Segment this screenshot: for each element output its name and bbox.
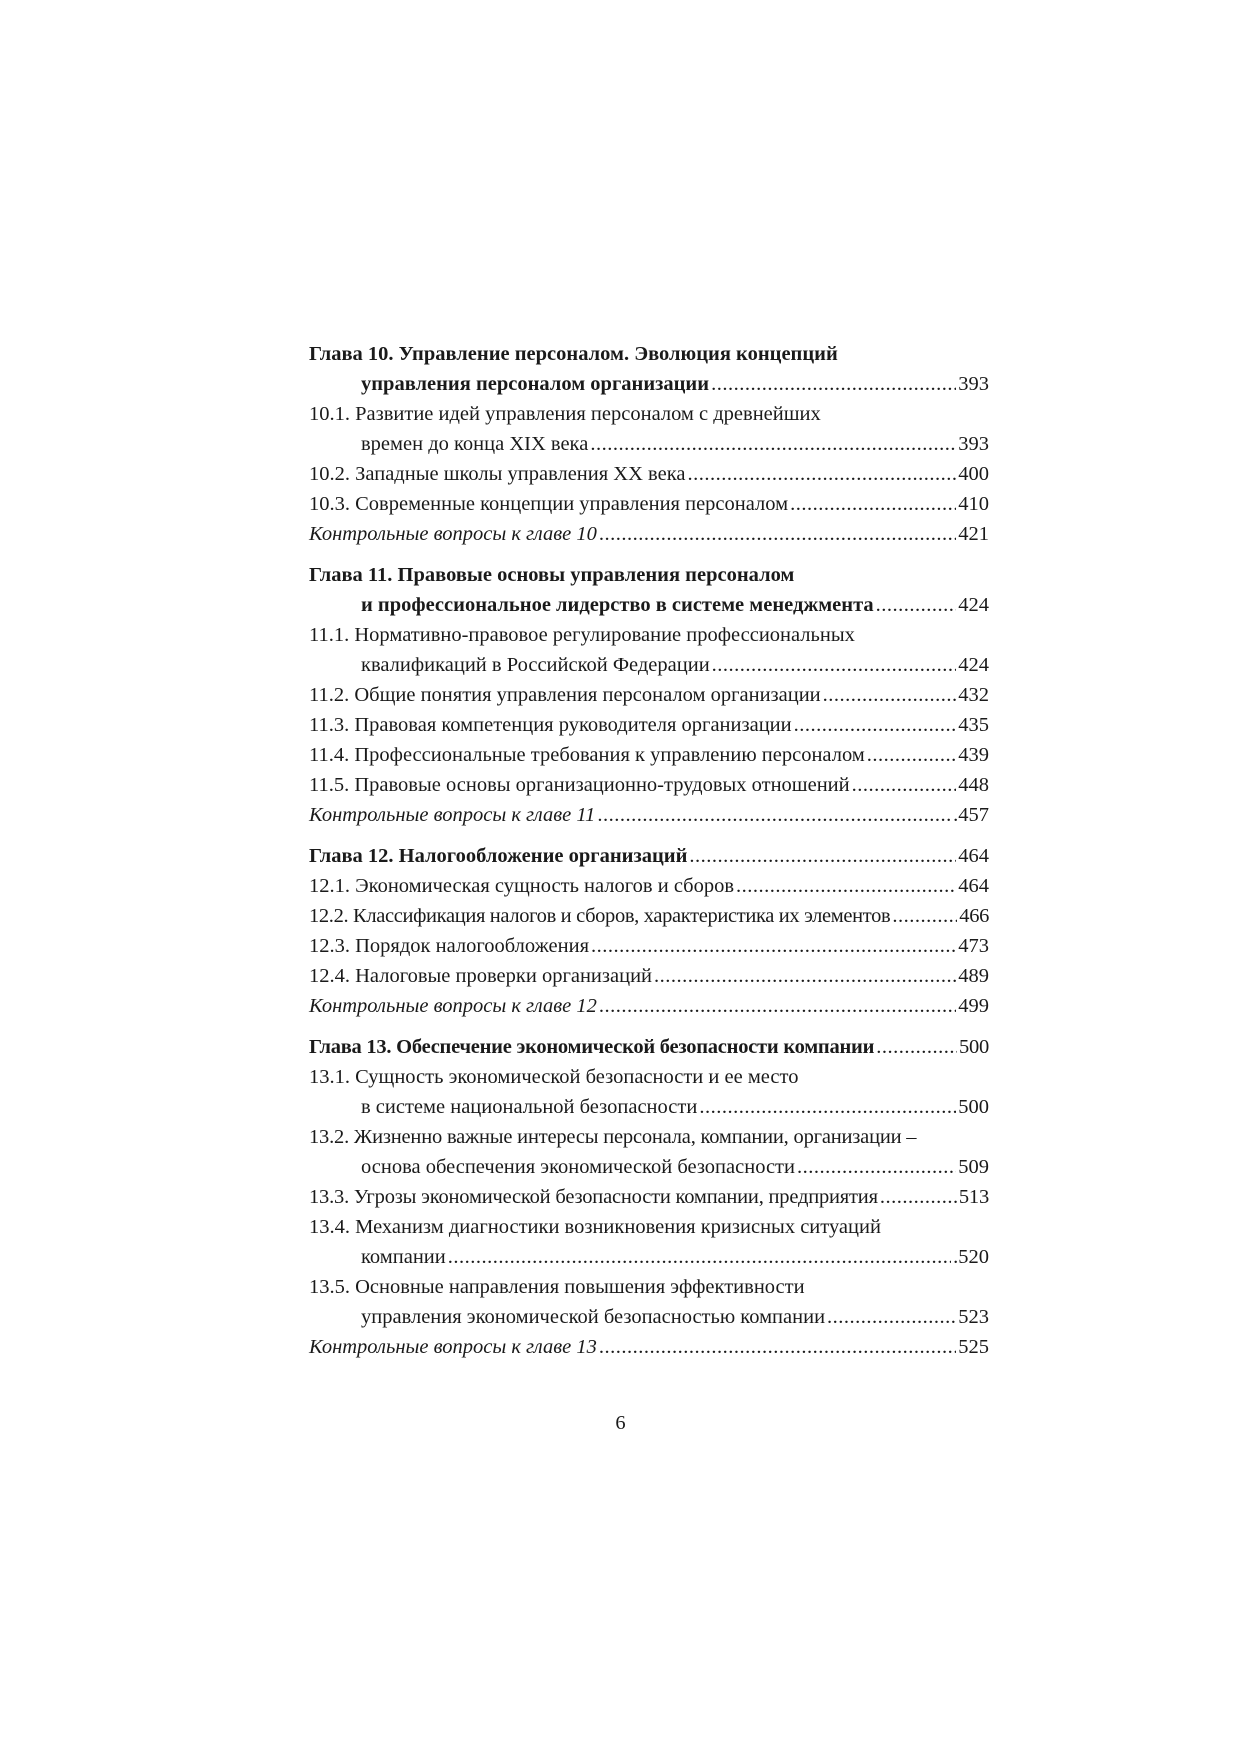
dot-leader	[892, 901, 957, 931]
section-12-3: 12.3. Порядок налогообложения ..... 473	[309, 931, 989, 961]
section-13-4-cont: компании ..... .520	[309, 1242, 989, 1272]
dot-leader	[876, 590, 957, 620]
section-13-2-cont: основа обеспечения экономической безопасности ..... 509	[309, 1152, 989, 1182]
questions-ch11: Контрольные вопросы к главе 11 ..... .457	[309, 800, 989, 830]
section-11-5: 11.5. Правовые основы организационно-трудовых отношений ..... 448	[309, 770, 989, 800]
page-ref: 489	[958, 965, 989, 987]
dot-leader	[711, 369, 956, 399]
dot-leader	[797, 1152, 956, 1182]
page-ref: 393	[958, 373, 989, 395]
dot-leader	[590, 429, 956, 459]
section-10-1: 10.1. Развитие идей управления персоналом с древнейших	[309, 403, 821, 425]
page-ref: .520	[953, 1246, 989, 1268]
section-10-2: 10.2. Западные школы управления XX века ..... 400	[309, 459, 989, 489]
section-13-1: 13.1. Сущность экономической безопасности и ее место	[309, 1066, 799, 1088]
chapter-11-title-cont: и профессиональное лидерство в системе менеджмента ..... 424	[309, 590, 989, 620]
dot-leader	[852, 770, 957, 800]
chapter-10-title: Глава 10. Управление персоналом. Эволюция концепций	[309, 343, 838, 365]
dot-leader	[599, 519, 956, 549]
section-13-1-cont: в системе национальной безопасности ..... 500	[309, 1092, 989, 1122]
questions-ch12: Контрольные вопросы к главе 12 ..... 499	[309, 991, 989, 1021]
dot-leader	[448, 1242, 951, 1272]
page-ref: 523	[958, 1306, 989, 1328]
page-ref: 509	[958, 1156, 989, 1178]
dot-leader	[867, 740, 956, 770]
table-of-contents	[309, 339, 989, 1362]
page-ref: 424	[958, 594, 989, 616]
dot-leader	[699, 1092, 956, 1122]
dot-leader	[876, 1032, 957, 1062]
questions-ch13: Контрольные вопросы к главе 13 ..... 525	[309, 1332, 989, 1362]
dot-leader	[689, 841, 956, 871]
page-ref: 439	[958, 744, 989, 766]
dot-leader	[880, 1182, 957, 1212]
section-13-3: 13.3. Угрозы экономической безопасности компании, предприятия ..... 513	[309, 1182, 989, 1212]
section-12-2: 12.2. Классификация налогов и сборов, характеристика их элементов ..... 466	[309, 901, 989, 931]
page-ref: .457	[953, 804, 989, 826]
dot-leader	[827, 1302, 956, 1332]
page-ref: 466	[959, 905, 989, 927]
dot-leader	[654, 961, 956, 991]
questions-ch10: Контрольные вопросы к главе 10 ..... 421	[309, 519, 989, 549]
dot-leader	[687, 459, 956, 489]
page-ref: 421	[958, 523, 989, 545]
page-ref: 448	[958, 774, 989, 796]
chapter-13-title: Глава 13. Обеспечение экономической безопасности компании ..... 500	[309, 1032, 989, 1062]
section-13-2: 13.2. Жизненно важные интересы персонала, компании, организации –	[309, 1126, 917, 1148]
page-ref: 500	[958, 1096, 989, 1118]
section-10-1-cont: времен до конца XIX века ..... 393	[309, 429, 989, 459]
section-13-5: 13.5. Основные направления повышения эффективности	[309, 1276, 805, 1298]
chapter-11-title: Глава 11. Правовые основы управления персоналом	[309, 564, 795, 586]
page-ref: 424	[958, 654, 989, 676]
section-12-1: 12.1. Экономическая сущность налогов и сборов ..... 464	[309, 871, 989, 901]
section-11-1-cont: квалификаций в Российской Федерации ..... 424	[309, 650, 989, 680]
page-ref: 410	[958, 493, 989, 515]
dot-leader	[736, 871, 956, 901]
dot-leader	[823, 680, 957, 710]
section-11-3: 11.3. Правовая компетенция руководителя организации ..... 435	[309, 710, 989, 740]
page-ref: 499	[958, 995, 989, 1017]
dot-leader	[597, 800, 951, 830]
page-ref: 393	[958, 433, 989, 455]
chapter-12-title: Глава 12. Налогообложение организаций ..... 464	[309, 841, 989, 871]
dot-leader	[599, 1332, 956, 1362]
section-13-4: 13.4. Механизм диагностики возникновения кризисных ситуаций	[309, 1216, 881, 1238]
page-ref: 525	[958, 1336, 989, 1358]
section-10-3: 10.3. Современные концепции управления персоналом ..... 410	[309, 489, 989, 519]
page-number: 6	[615, 1412, 626, 1434]
section-11-4: 11.4. Профессиональные требования к управлению персоналом ..... 439	[309, 740, 989, 770]
page-ref: 464	[958, 875, 989, 897]
dot-leader	[599, 991, 956, 1021]
chapter-10-title-cont: управления персоналом организации ..... 393	[309, 369, 989, 399]
section-11-2: 11.2. Общие понятия управления персоналом организации ..... 432	[309, 680, 989, 710]
section-11-1: 11.1. Нормативно-правовое регулирование профессиональных	[309, 624, 855, 646]
page-ref: 432	[958, 684, 989, 706]
section-12-4: 12.4. Налоговые проверки организаций ..... 489	[309, 961, 989, 991]
section-13-5-cont: управления экономической безопасностью компании ..... 523	[309, 1302, 989, 1332]
dot-leader	[790, 489, 956, 519]
dot-leader	[591, 931, 956, 961]
dot-leader	[794, 710, 957, 740]
page-ref: 513	[958, 1186, 989, 1208]
page-ref: 473	[958, 935, 989, 957]
dot-leader	[712, 650, 957, 680]
page-ref: 435	[958, 714, 989, 736]
page-ref: 500	[959, 1036, 989, 1058]
page-ref: 400	[958, 463, 989, 485]
page-ref: 464	[958, 845, 989, 867]
